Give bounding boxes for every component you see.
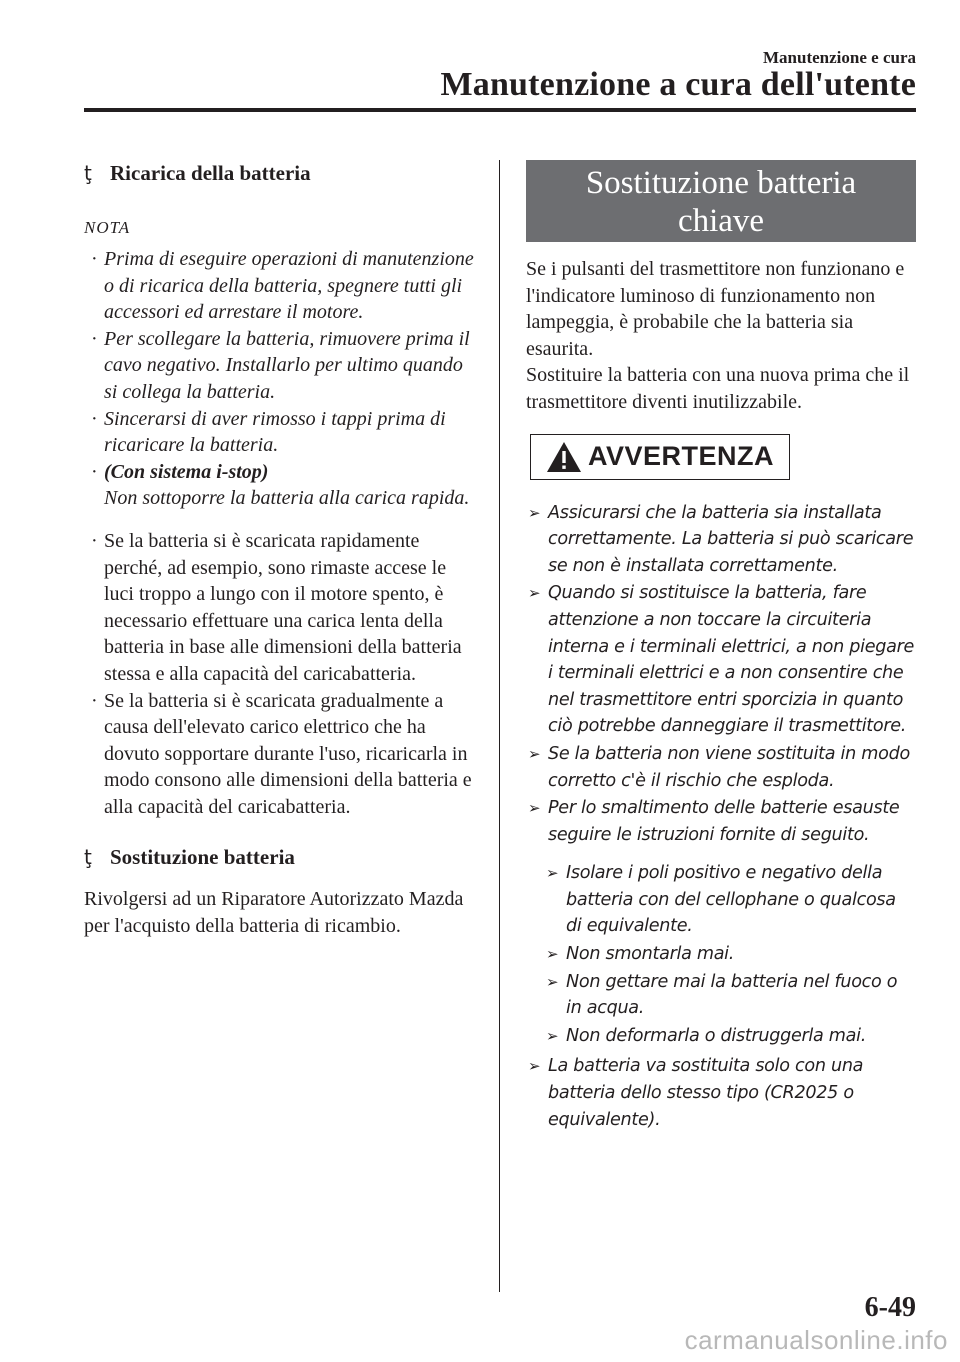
sub-warning-item: ➢ Isolare i poli positivo e negativo della batteria con del cellophane o qualcosa di equivalente.: [566, 860, 916, 940]
nota-label: NOTA: [84, 218, 131, 237]
banner-line: chiave: [677, 203, 765, 239]
istop-label: (Con sistema i-stop): [104, 460, 269, 483]
arrow-right-icon: ➢: [528, 503, 541, 522]
arrow-right-icon: ➢: [546, 945, 559, 964]
nota-list: [84, 246, 476, 512]
header-chapter-title: Manutenzione a cura dell'utente: [440, 66, 916, 103]
list-item: · Se la batteria si è scaricata gradualmente a causa dell'elevato carico elettrico che ha dovuto sopportare durante l'uso, ricaricarla in modo consono alle dimensioni della batteria e alla capacità del caricabatteria.: [91, 689, 472, 818]
subsection-title: Ricarica della batteria: [110, 161, 311, 185]
left-column: [84, 158, 476, 940]
header-section-title: Manutenzione e cura: [763, 48, 916, 67]
arrow-right-icon: ➢: [528, 584, 541, 603]
nota-item-istop: · (Con sistema i-stop) Non sottoporre la batteria alla carica rapida.: [104, 459, 476, 512]
replacement-text: Rivolgersi ad un Riparatore Autorizzato Mazda per l'acquisto della batteria di ricambio.: [84, 888, 464, 938]
subsection-heading-sostituzione: [84, 842, 476, 872]
warning-item: ➢ Assicurarsi che la batteria sia installata correttamente. La batteria si può scaricare se non è installata correttamente.: [548, 500, 916, 580]
warning-list: [526, 500, 916, 849]
page-number: 6-49: [864, 1292, 916, 1323]
charging-list: [84, 528, 476, 821]
arrow-right-icon: ➢: [528, 1057, 541, 1076]
list-item: · Se la batteria si è scaricata rapidamente perché, ad esempio, sono rimaste accese le luci troppo a lungo con il motore spento, è necessario effettuare una carica lenta della batteria in base alle dimensioni della batteria stessa e alla capacità del caricabatteria.: [91, 529, 462, 685]
warning-triangle-icon: [546, 441, 582, 473]
warning-label: AVVERTENZA: [587, 441, 774, 472]
arrow-right-icon: ➢: [546, 972, 559, 991]
intro-paragraph: Sostituire la batteria con una nuova prima che il trasmettitore diventi inutilizzabile.: [526, 364, 910, 413]
section-marker-icon: ţ: [84, 845, 92, 870]
sub-warning-item: ➢ Non deformarla o distruggerla mai.: [566, 1023, 916, 1050]
arrow-right-icon: ➢: [546, 864, 559, 883]
warning-label-box: [530, 434, 790, 480]
arrow-right-icon: ➢: [528, 744, 541, 763]
subsection-heading-ricarica: [84, 158, 476, 188]
right-column: [526, 160, 916, 1134]
watermark: carmanualsonline.info: [684, 1325, 948, 1355]
subsection-title: Sostituzione batteria: [110, 845, 295, 870]
sub-warning-item: ➢ Non gettare mai la batteria nel fuoco o in acqua.: [566, 969, 916, 1022]
warning-item: ➢ Per lo smaltimento delle batterie esauste seguire le istruzioni fornite di seguito.: [548, 795, 916, 848]
header-rule: [84, 108, 916, 112]
warning-item: ➢ Se la batteria non viene sostituita in modo corretto c'è il rischio che esploda.: [548, 741, 916, 794]
arrow-right-icon: ➢: [528, 799, 541, 818]
nota-item: · Per scollegare la batteria, rimuovere prima il cavo negativo. Installarlo per ultimo quando si collega la batteria.: [91, 327, 470, 403]
sub-warning-item: ➢ Non smontarla mai.: [566, 941, 916, 968]
warning-item: ➢ La batteria va sostituita solo con una batteria dello stesso tipo (CR2025 o equivalente).: [548, 1053, 916, 1133]
warning-list-final: [526, 1053, 916, 1133]
nota-item: · Sincerarsi di aver rimosso i tappi prima di ricaricare la batteria.: [91, 407, 446, 457]
nota-item: · Prima di eseguire operazioni di manutenzione o di ricarica della batteria, spegnere tutti gli accessori ed arrestare il motore.: [91, 248, 474, 324]
column-divider: [499, 160, 500, 1292]
arrow-right-icon: ➢: [546, 1026, 559, 1045]
banner-line: Sostituzione batteria: [585, 165, 857, 201]
istop-text: Non sottoporre la batteria alla carica rapida.: [104, 487, 470, 510]
disposal-sub-list: [544, 860, 916, 1049]
warning-item: ➢ Quando si sostituisce la batteria, fare attenzione a non toccare la circuiteria interna e i terminali elettrici, a non piegare i terminali elettrici e a non consentire che nel trasmettitore entri sporcizia in quanto ciò potrebbe danneggiare il trasmettitore.: [548, 580, 916, 740]
section-marker-icon: ţ: [84, 161, 92, 185]
intro-paragraph: Se i pulsanti del trasmettitore non funzionano e l'indicatore luminoso di funzionamento non lampeggia, è probabile che la batteria sia esaurita.: [526, 258, 905, 360]
section-banner: [526, 160, 916, 242]
